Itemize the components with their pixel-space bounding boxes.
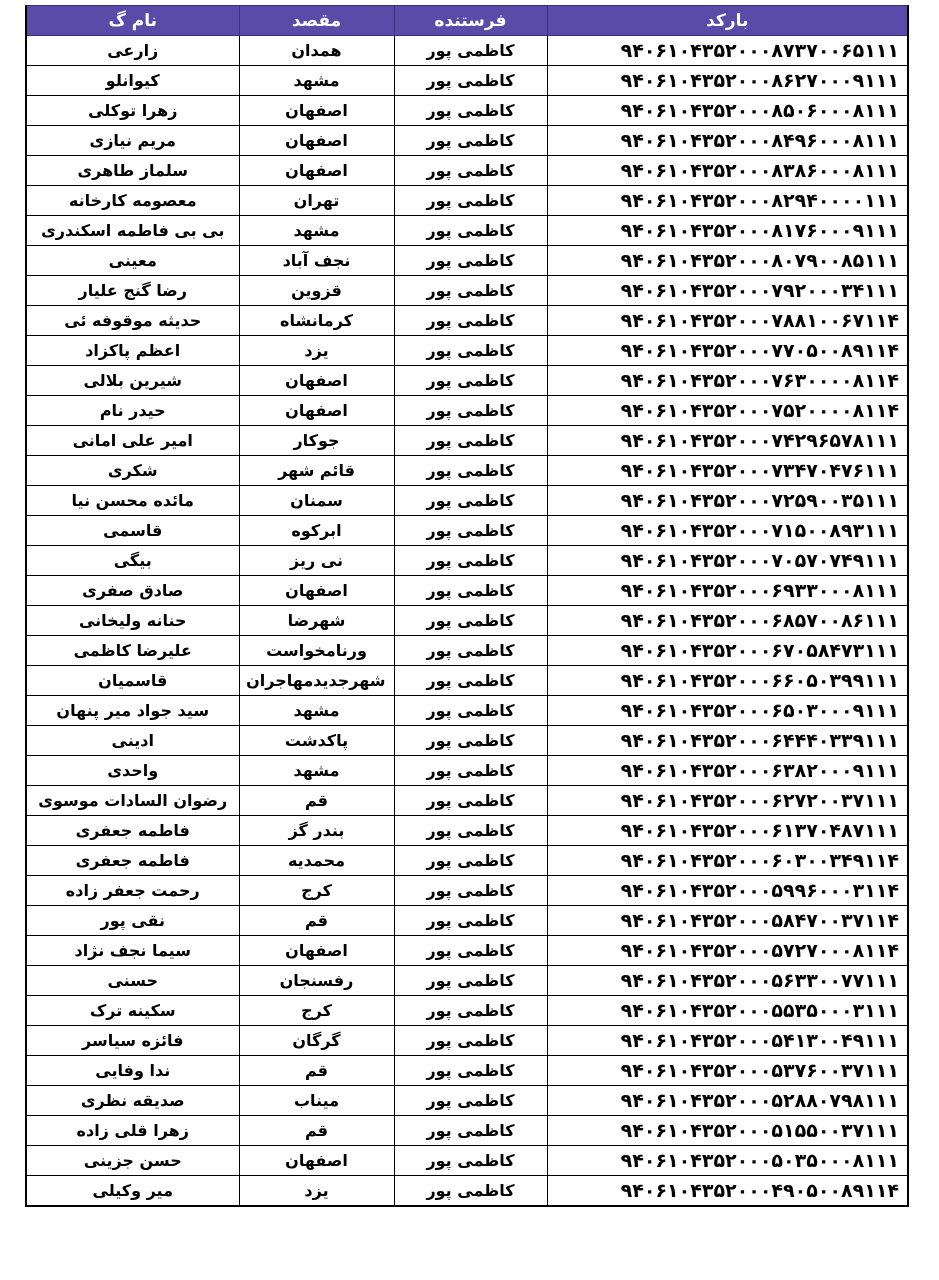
sender-cell: کاظمی پور <box>394 1176 547 1207</box>
recipient-name-cell: علیرضا کاظمی <box>26 636 239 666</box>
sender-cell: کاظمی پور <box>394 1026 547 1056</box>
sender-cell: کاظمی پور <box>394 816 547 846</box>
destination-cell: مشهد <box>239 696 394 726</box>
recipient-name-cell: میر وکیلی <box>26 1176 239 1207</box>
recipient-name-cell: صادق صفری <box>26 576 239 606</box>
destination-cell: سمنان <box>239 486 394 516</box>
sender-cell: کاظمی پور <box>394 966 547 996</box>
sender-cell: کاظمی پور <box>394 996 547 1026</box>
sender-cell: کاظمی پور <box>394 306 547 336</box>
table-row <box>26 636 908 666</box>
sender-cell: کاظمی پور <box>394 246 547 276</box>
sender-cell: کاظمی پور <box>394 216 547 246</box>
recipient-name-cell: سید جواد میر پنهان <box>26 696 239 726</box>
sender-cell: کاظمی پور <box>394 486 547 516</box>
table-row <box>26 786 908 816</box>
recipient-name-cell: زهرا توکلی <box>26 96 239 126</box>
column-header-name: نام گ <box>26 6 239 36</box>
sender-cell: کاظمی پور <box>394 696 547 726</box>
recipient-name-cell: ادینی <box>26 726 239 756</box>
table-row <box>26 336 908 366</box>
destination-cell: اصفهان <box>239 366 394 396</box>
table-row <box>26 216 908 246</box>
destination-cell: قم <box>239 786 394 816</box>
destination-cell: بندر گز <box>239 816 394 846</box>
table-row <box>26 546 908 576</box>
recipient-name-cell: نقی پور <box>26 906 239 936</box>
destination-cell: اصفهان <box>239 396 394 426</box>
barcode-cell: ۹۴۰۶۱۰۴۳۵۲۰۰۰۵۷۲۷۰۰۰۸۱۱۴ <box>547 936 908 966</box>
table-row <box>26 1056 908 1086</box>
recipient-name-cell: حیدر نام <box>26 396 239 426</box>
destination-cell: مشهد <box>239 66 394 96</box>
barcode-cell: ۹۴۰۶۱۰۴۳۵۲۰۰۰۸۳۸۶۰۰۰۸۱۱۱ <box>547 156 908 186</box>
destination-cell: اصفهان <box>239 576 394 606</box>
barcode-cell: ۹۴۰۶۱۰۴۳۵۲۰۰۰۷۱۵۰۰۸۹۳۱۱۱ <box>547 516 908 546</box>
sender-cell: کاظمی پور <box>394 456 547 486</box>
table-row <box>26 486 908 516</box>
recipient-name-cell: معصومه کارخانه <box>26 186 239 216</box>
sender-cell: کاظمی پور <box>394 846 547 876</box>
destination-cell: مشهد <box>239 216 394 246</box>
recipient-name-cell: شیرین بلالی <box>26 366 239 396</box>
table-row <box>26 366 908 396</box>
barcode-cell: ۹۴۰۶۱۰۴۳۵۲۰۰۰۶۹۳۳۰۰۰۸۱۱۱ <box>547 576 908 606</box>
sender-cell: کاظمی پور <box>394 426 547 456</box>
column-header-barcode: بارکد <box>547 6 908 36</box>
barcode-cell: ۹۴۰۶۱۰۴۳۵۲۰۰۰۵۲۸۸۰۷۹۸۱۱۱ <box>547 1086 908 1116</box>
barcode-cell: ۹۴۰۶۱۰۴۳۵۲۰۰۰۷۲۵۹۰۰۳۵۱۱۱ <box>547 486 908 516</box>
recipient-name-cell: رضا گنج علیار <box>26 276 239 306</box>
barcode-cell: ۹۴۰۶۱۰۴۳۵۲۰۰۰۸۵۰۶۰۰۰۸۱۱۱ <box>547 96 908 126</box>
table-row <box>26 426 908 456</box>
destination-cell: یزد <box>239 1176 394 1207</box>
table-row <box>26 1086 908 1116</box>
barcode-cell: ۹۴۰۶۱۰۴۳۵۲۰۰۰۸۶۲۷۰۰۰۹۱۱۱ <box>547 66 908 96</box>
column-header-sender: فرستنده <box>394 6 547 36</box>
barcode-cell: ۹۴۰۶۱۰۴۳۵۲۰۰۰۶۳۸۲۰۰۰۹۱۱۱ <box>547 756 908 786</box>
sender-cell: کاظمی پور <box>394 756 547 786</box>
sender-cell: کاظمی پور <box>394 156 547 186</box>
sender-cell: کاظمی پور <box>394 186 547 216</box>
sender-cell: کاظمی پور <box>394 276 547 306</box>
table-row <box>26 876 908 906</box>
sender-cell: کاظمی پور <box>394 576 547 606</box>
recipient-name-cell: شکری <box>26 456 239 486</box>
destination-cell: اصفهان <box>239 96 394 126</box>
destination-cell: کرمانشاه <box>239 306 394 336</box>
recipient-name-cell: امیر علی امانی <box>26 426 239 456</box>
destination-cell: قائم شهر <box>239 456 394 486</box>
destination-cell: قم <box>239 1116 394 1146</box>
barcode-cell: ۹۴۰۶۱۰۴۳۵۲۰۰۰۷۵۲۰۰۰۰۸۱۱۴ <box>547 396 908 426</box>
table-header <box>26 6 908 36</box>
destination-cell: رفسنجان <box>239 966 394 996</box>
shipments-table <box>25 5 909 1207</box>
barcode-cell: ۹۴۰۶۱۰۴۳۵۲۰۰۰۸۰۷۹۰۰۸۵۱۱۱ <box>547 246 908 276</box>
table-row <box>26 816 908 846</box>
barcode-cell: ۹۴۰۶۱۰۴۳۵۲۰۰۰۶۱۳۷۰۴۸۷۱۱۱ <box>547 816 908 846</box>
recipient-name-cell: قاسمی <box>26 516 239 546</box>
barcode-cell: ۹۴۰۶۱۰۴۳۵۲۰۰۰۵۸۴۷۰۰۳۷۱۱۴ <box>547 906 908 936</box>
destination-cell: شهرجدیدمهاجران <box>239 666 394 696</box>
barcode-cell: ۹۴۰۶۱۰۴۳۵۲۰۰۰۷۴۲۹۶۵۷۸۱۱۱ <box>547 426 908 456</box>
destination-cell: نی ریز <box>239 546 394 576</box>
table-row <box>26 36 908 66</box>
sender-cell: کاظمی پور <box>394 726 547 756</box>
recipient-name-cell: سیما نجف نژاد <box>26 936 239 966</box>
table-row <box>26 396 908 426</box>
table-row <box>26 756 908 786</box>
recipient-name-cell: مریم نیازی <box>26 126 239 156</box>
destination-cell: تهران <box>239 186 394 216</box>
recipient-name-cell: واحدی <box>26 756 239 786</box>
destination-cell: اصفهان <box>239 126 394 156</box>
table-row <box>26 96 908 126</box>
barcode-cell: ۹۴۰۶۱۰۴۳۵۲۰۰۰۵۰۳۵۰۰۰۸۱۱۱ <box>547 1146 908 1176</box>
barcode-cell: ۹۴۰۶۱۰۴۳۵۲۰۰۰۶۶۰۵۰۳۹۹۱۱۱ <box>547 666 908 696</box>
sender-cell: کاظمی پور <box>394 906 547 936</box>
destination-cell: قزوین <box>239 276 394 306</box>
barcode-cell: ۹۴۰۶۱۰۴۳۵۲۰۰۰۶۲۷۲۰۰۳۷۱۱۱ <box>547 786 908 816</box>
sender-cell: کاظمی پور <box>394 546 547 576</box>
sender-cell: کاظمی پور <box>394 1146 547 1176</box>
recipient-name-cell: صدیقه نظری <box>26 1086 239 1116</box>
sender-cell: کاظمی پور <box>394 786 547 816</box>
barcode-cell: ۹۴۰۶۱۰۴۳۵۲۰۰۰۸۴۹۶۰۰۰۸۱۱۱ <box>547 126 908 156</box>
recipient-name-cell: سکینه ترک <box>26 996 239 1026</box>
destination-cell: پاکدشت <box>239 726 394 756</box>
destination-cell: قم <box>239 906 394 936</box>
table-row <box>26 246 908 276</box>
recipient-name-cell: زارعی <box>26 36 239 66</box>
destination-cell: نجف آباد <box>239 246 394 276</box>
table-row <box>26 1116 908 1146</box>
barcode-cell: ۹۴۰۶۱۰۴۳۵۲۰۰۰۶۸۵۷۰۰۸۶۱۱۱ <box>547 606 908 636</box>
recipient-name-cell: زهرا قلی زاده <box>26 1116 239 1146</box>
table-row <box>26 846 908 876</box>
recipient-name-cell: حسن جزینی <box>26 1146 239 1176</box>
barcode-cell: ۹۴۰۶۱۰۴۳۵۲۰۰۰۷۸۸۱۰۰۶۷۱۱۴ <box>547 306 908 336</box>
recipient-name-cell: بی بی فاطمه اسکندری <box>26 216 239 246</box>
table-row <box>26 126 908 156</box>
table-row <box>26 966 908 996</box>
recipient-name-cell: رضوان السادات موسوی <box>26 786 239 816</box>
destination-cell: قم <box>239 1056 394 1086</box>
table-row <box>26 276 908 306</box>
recipient-name-cell: سلماز طاهری <box>26 156 239 186</box>
recipient-name-cell: معینی <box>26 246 239 276</box>
destination-cell: گرگان <box>239 1026 394 1056</box>
recipient-name-cell: اعظم پاکزاد <box>26 336 239 366</box>
destination-cell: میناب <box>239 1086 394 1116</box>
table-row <box>26 996 908 1026</box>
table-row <box>26 606 908 636</box>
sender-cell: کاظمی پور <box>394 66 547 96</box>
table-row <box>26 66 908 96</box>
destination-cell: محمدیه <box>239 846 394 876</box>
barcode-cell: ۹۴۰۶۱۰۴۳۵۲۰۰۰۷۳۴۷۰۴۷۶۱۱۱ <box>547 456 908 486</box>
recipient-name-cell: حدیثه موقوفه ئی <box>26 306 239 336</box>
recipient-name-cell: ندا وفایی <box>26 1056 239 1086</box>
destination-cell: اصفهان <box>239 156 394 186</box>
barcode-cell: ۹۴۰۶۱۰۴۳۵۲۰۰۰۶۷۰۵۸۴۷۳۱۱۱ <box>547 636 908 666</box>
sender-cell: کاظمی پور <box>394 96 547 126</box>
table-row <box>26 936 908 966</box>
table-row <box>26 156 908 186</box>
barcode-cell: ۹۴۰۶۱۰۴۳۵۲۰۰۰۸۷۳۷۰۰۶۵۱۱۱ <box>547 36 908 66</box>
recipient-name-cell: حنانه ولیخانی <box>26 606 239 636</box>
sender-cell: کاظمی پور <box>394 876 547 906</box>
table-row <box>26 576 908 606</box>
barcode-cell: ۹۴۰۶۱۰۴۳۵۲۰۰۰۵۶۳۳۰۰۷۷۱۱۱ <box>547 966 908 996</box>
table-row <box>26 726 908 756</box>
barcode-cell: ۹۴۰۶۱۰۴۳۵۲۰۰۰۶۴۴۴۰۳۳۹۱۱۱ <box>547 726 908 756</box>
recipient-name-cell: قاسمیان <box>26 666 239 696</box>
sender-cell: کاظمی پور <box>394 636 547 666</box>
recipient-name-cell: مائده محسن نیا <box>26 486 239 516</box>
column-header-destination: مقصد <box>239 6 394 36</box>
table-row <box>26 186 908 216</box>
sender-cell: کاظمی پور <box>394 396 547 426</box>
table-row <box>26 1146 908 1176</box>
recipient-name-cell: رحمت جعفر زاده <box>26 876 239 906</box>
barcode-cell: ۹۴۰۶۱۰۴۳۵۲۰۰۰۶۵۰۳۰۰۰۹۱۱۱ <box>547 696 908 726</box>
destination-cell: یزد <box>239 336 394 366</box>
table-row <box>26 456 908 486</box>
destination-cell: مشهد <box>239 756 394 786</box>
table-row <box>26 696 908 726</box>
sender-cell: کاظمی پور <box>394 936 547 966</box>
sender-cell: کاظمی پور <box>394 36 547 66</box>
table-row <box>26 1176 908 1207</box>
barcode-cell: ۹۴۰۶۱۰۴۳۵۲۰۰۰۴۹۰۵۰۰۸۹۱۱۴ <box>547 1176 908 1207</box>
destination-cell: کرج <box>239 876 394 906</box>
header-row <box>26 6 908 36</box>
barcode-cell: ۹۴۰۶۱۰۴۳۵۲۰۰۰۵۱۵۵۰۰۳۷۱۱۱ <box>547 1116 908 1146</box>
barcode-cell: ۹۴۰۶۱۰۴۳۵۲۰۰۰۵۹۹۶۰۰۰۳۱۱۴ <box>547 876 908 906</box>
destination-cell: جوکار <box>239 426 394 456</box>
barcode-cell: ۹۴۰۶۱۰۴۳۵۲۰۰۰۵۳۷۶۰۰۳۷۱۱۱ <box>547 1056 908 1086</box>
table-row <box>26 906 908 936</box>
destination-cell: ورنامخواست <box>239 636 394 666</box>
sender-cell: کاظمی پور <box>394 1056 547 1086</box>
barcode-cell: ۹۴۰۶۱۰۴۳۵۲۰۰۰۶۰۳۰۰۳۴۹۱۱۴ <box>547 846 908 876</box>
destination-cell: کرج <box>239 996 394 1026</box>
barcode-cell: ۹۴۰۶۱۰۴۳۵۲۰۰۰۵۴۱۳۰۰۴۹۱۱۱ <box>547 1026 908 1056</box>
barcode-cell: ۹۴۰۶۱۰۴۳۵۲۰۰۰۷۷۰۵۰۰۸۹۱۱۴ <box>547 336 908 366</box>
sender-cell: کاظمی پور <box>394 1086 547 1116</box>
sender-cell: کاظمی پور <box>394 336 547 366</box>
recipient-name-cell: فائزه سیاسر <box>26 1026 239 1056</box>
sender-cell: کاظمی پور <box>394 1116 547 1146</box>
sender-cell: کاظمی پور <box>394 366 547 396</box>
barcode-cell: ۹۴۰۶۱۰۴۳۵۲۰۰۰۵۵۳۵۰۰۰۳۱۱۱ <box>547 996 908 1026</box>
recipient-name-cell: فاطمه جعفری <box>26 846 239 876</box>
barcode-cell: ۹۴۰۶۱۰۴۳۵۲۰۰۰۷۹۲۰۰۰۳۴۱۱۱ <box>547 276 908 306</box>
recipient-name-cell: کیوانلو <box>26 66 239 96</box>
table-row <box>26 666 908 696</box>
recipient-name-cell: بیگی <box>26 546 239 576</box>
barcode-cell: ۹۴۰۶۱۰۴۳۵۲۰۰۰۷۰۵۷۰۷۴۹۱۱۱ <box>547 546 908 576</box>
sender-cell: کاظمی پور <box>394 606 547 636</box>
barcode-cell: ۹۴۰۶۱۰۴۳۵۲۰۰۰۸۲۹۴۰۰۰۰۱۱۱ <box>547 186 908 216</box>
sender-cell: کاظمی پور <box>394 126 547 156</box>
sender-cell: کاظمی پور <box>394 666 547 696</box>
table-row <box>26 306 908 336</box>
table-body <box>26 36 908 1207</box>
destination-cell: همدان <box>239 36 394 66</box>
barcode-cell: ۹۴۰۶۱۰۴۳۵۲۰۰۰۸۱۷۶۰۰۰۹۱۱۱ <box>547 216 908 246</box>
barcode-cell: ۹۴۰۶۱۰۴۳۵۲۰۰۰۷۶۳۰۰۰۰۸۱۱۴ <box>547 366 908 396</box>
destination-cell: اصفهان <box>239 1146 394 1176</box>
table-row <box>26 1026 908 1056</box>
recipient-name-cell: فاطمه جعفری <box>26 816 239 846</box>
destination-cell: ابرکوه <box>239 516 394 546</box>
table-row <box>26 516 908 546</box>
destination-cell: شهرضا <box>239 606 394 636</box>
recipient-name-cell: حسنی <box>26 966 239 996</box>
sender-cell: کاظمی پور <box>394 516 547 546</box>
destination-cell: اصفهان <box>239 936 394 966</box>
